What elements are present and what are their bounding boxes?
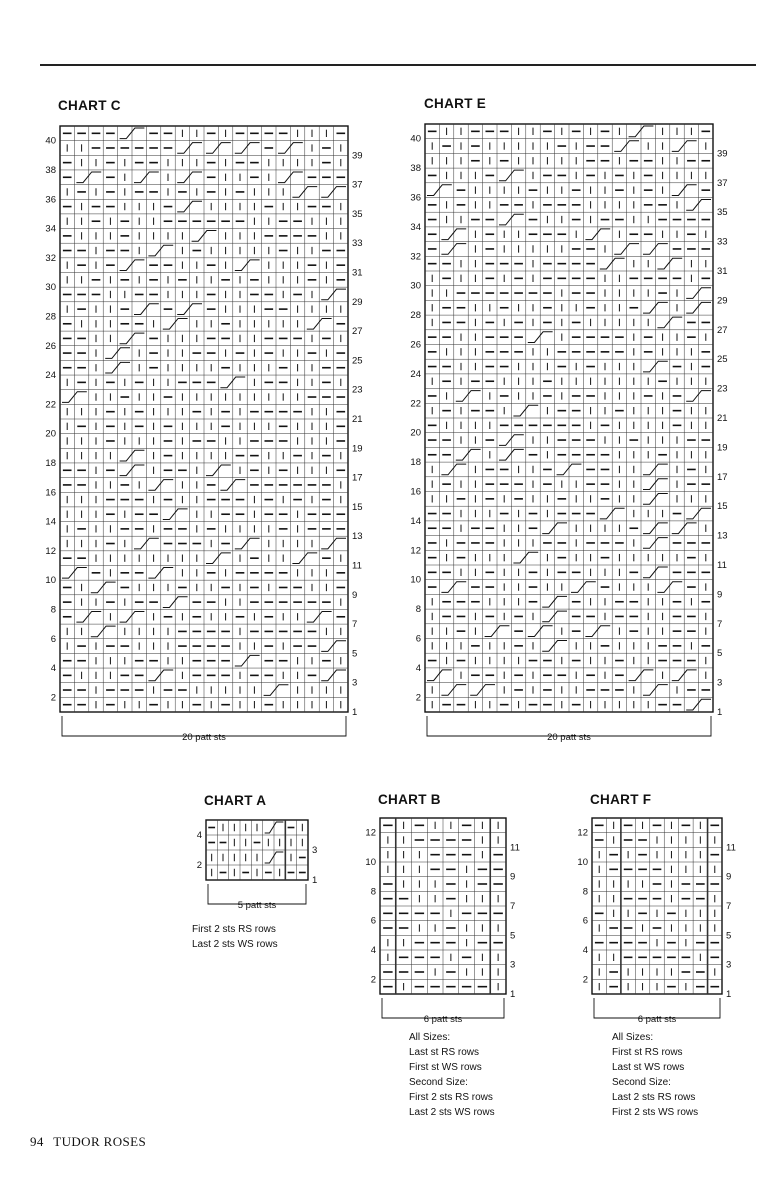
row-number-ws: 6 bbox=[415, 633, 421, 645]
row-number-rs: 1 bbox=[510, 989, 516, 1000]
row-number-ws: 2 bbox=[582, 974, 588, 986]
row-number-rs: 11 bbox=[352, 560, 362, 572]
chart-b-title: CHART B bbox=[378, 792, 441, 807]
chart-b-note: First 2 sts RS rows bbox=[409, 1092, 493, 1103]
chart-f-note: First st RS rows bbox=[612, 1047, 683, 1058]
row-number-rs: 33 bbox=[717, 236, 728, 248]
row-number-ws: 10 bbox=[577, 857, 588, 868]
row-number-rs: 11 bbox=[717, 560, 727, 571]
row-number-ws: 22 bbox=[410, 398, 421, 410]
row-number-rs: 5 bbox=[726, 930, 732, 942]
patt-sts-label: 5 patt sts bbox=[237, 900, 277, 911]
row-number-ws: 8 bbox=[582, 886, 588, 898]
row-number-ws: 4 bbox=[370, 945, 376, 956]
row-number-rs: 29 bbox=[352, 296, 363, 308]
chart-b-note: Second Size: bbox=[409, 1077, 468, 1088]
row-number-rs: 3 bbox=[312, 845, 318, 856]
chart-a-note: First 2 sts RS rows bbox=[192, 924, 276, 935]
row-number-rs: 23 bbox=[717, 383, 728, 395]
row-number-ws: 10 bbox=[45, 575, 56, 587]
row-number-rs: 25 bbox=[717, 354, 728, 366]
row-number-rs: 21 bbox=[717, 413, 728, 424]
row-number-ws: 4 bbox=[415, 662, 421, 674]
row-number-ws: 2 bbox=[196, 860, 202, 871]
row-number-ws: 8 bbox=[415, 604, 421, 616]
row-number-rs: 21 bbox=[352, 414, 363, 425]
row-number-rs: 7 bbox=[726, 901, 732, 912]
chart-f-note: All Sizes: bbox=[612, 1032, 654, 1043]
row-number-ws: 16 bbox=[45, 487, 56, 499]
row-number-ws: 14 bbox=[410, 515, 421, 527]
row-number-rs: 31 bbox=[717, 266, 728, 277]
row-number-ws: 18 bbox=[45, 457, 56, 469]
row-number-ws: 20 bbox=[45, 428, 56, 440]
row-number-rs: 23 bbox=[352, 384, 363, 396]
row-number-rs: 29 bbox=[717, 295, 728, 307]
row-number-ws: 26 bbox=[45, 340, 56, 352]
row-number-rs: 9 bbox=[726, 871, 732, 883]
row-number-ws: 6 bbox=[582, 915, 588, 927]
row-number-ws: 8 bbox=[50, 604, 56, 616]
patt-sts-label: 20 patt sts bbox=[547, 732, 591, 743]
page-number: 94 bbox=[30, 1134, 44, 1149]
chart-b-note: First st WS rows bbox=[409, 1062, 482, 1073]
row-number-rs: 39 bbox=[717, 148, 728, 160]
row-number-ws: 2 bbox=[50, 692, 56, 704]
chart-f-note: First 2 sts WS rows bbox=[612, 1107, 699, 1118]
row-number-rs: 31 bbox=[352, 267, 363, 279]
row-number-rs: 7 bbox=[717, 618, 723, 630]
row-number-rs: 35 bbox=[717, 207, 728, 219]
row-number-ws: 38 bbox=[45, 164, 56, 176]
chart-a-title: CHART A bbox=[204, 793, 267, 808]
row-number-rs: 1 bbox=[352, 707, 358, 718]
row-number-ws: 36 bbox=[45, 194, 56, 206]
row-number-ws: 34 bbox=[45, 223, 56, 235]
section-title: TUDOR ROSES bbox=[53, 1134, 147, 1149]
row-number-rs: 9 bbox=[510, 871, 516, 883]
patt-sts-label: 6 patt sts bbox=[637, 1014, 677, 1025]
row-number-rs: 3 bbox=[510, 959, 516, 971]
row-number-ws: 24 bbox=[45, 370, 56, 382]
row-number-ws: 40 bbox=[45, 135, 56, 147]
chart-b-note: Last 2 sts WS rows bbox=[409, 1107, 495, 1118]
row-number-ws: 30 bbox=[45, 282, 56, 294]
row-number-rs: 5 bbox=[352, 648, 358, 660]
row-number-ws: 38 bbox=[410, 163, 421, 175]
row-number-ws: 32 bbox=[45, 252, 56, 264]
row-number-ws: 12 bbox=[45, 545, 56, 557]
row-number-ws: 4 bbox=[196, 830, 202, 841]
row-number-ws: 16 bbox=[410, 486, 421, 498]
row-number-rs: 19 bbox=[352, 443, 363, 455]
chart-b-note: Last st RS rows bbox=[409, 1047, 480, 1058]
row-number-rs: 17 bbox=[717, 471, 728, 483]
row-number-rs: 17 bbox=[352, 472, 363, 484]
row-number-rs: 1 bbox=[726, 989, 732, 1000]
row-number-rs: 5 bbox=[510, 930, 516, 942]
row-number-rs: 19 bbox=[717, 442, 728, 454]
chart-f-note: Last 2 sts RS rows bbox=[612, 1092, 696, 1103]
row-number-ws: 36 bbox=[410, 192, 421, 204]
row-number-ws: 30 bbox=[410, 280, 421, 292]
row-number-rs: 15 bbox=[717, 501, 728, 513]
row-number-ws: 18 bbox=[410, 457, 421, 469]
patt-sts-label: 20 patt sts bbox=[182, 732, 226, 743]
chart-c-title: CHART C bbox=[58, 98, 121, 113]
row-number-ws: 4 bbox=[582, 945, 588, 956]
row-number-rs: 7 bbox=[510, 901, 516, 912]
row-number-ws: 8 bbox=[370, 886, 376, 898]
chart-f-note: Last st WS rows bbox=[612, 1062, 685, 1073]
row-number-rs: 15 bbox=[352, 501, 363, 513]
row-number-ws: 14 bbox=[45, 516, 56, 528]
row-number-rs: 3 bbox=[726, 959, 732, 971]
row-number-ws: 26 bbox=[410, 339, 421, 351]
row-number-rs: 5 bbox=[717, 648, 723, 660]
row-number-ws: 12 bbox=[410, 545, 421, 557]
row-number-rs: 9 bbox=[352, 589, 358, 601]
patt-sts-label: 6 patt sts bbox=[423, 1014, 463, 1025]
row-number-rs: 35 bbox=[352, 208, 363, 220]
chart-f-title: CHART F bbox=[590, 792, 652, 807]
row-number-rs: 7 bbox=[352, 619, 358, 631]
row-number-rs: 11 bbox=[726, 842, 736, 854]
row-number-rs: 27 bbox=[717, 324, 728, 336]
row-number-ws: 6 bbox=[50, 633, 56, 645]
row-number-ws: 6 bbox=[370, 915, 376, 927]
row-number-ws: 10 bbox=[365, 857, 376, 868]
row-number-ws: 22 bbox=[45, 399, 56, 411]
row-number-rs: 9 bbox=[717, 589, 723, 601]
row-number-rs: 39 bbox=[352, 150, 363, 162]
row-number-ws: 2 bbox=[415, 692, 421, 704]
chart-b-note: All Sizes: bbox=[409, 1032, 451, 1043]
row-number-ws: 28 bbox=[45, 311, 56, 323]
row-number-ws: 12 bbox=[365, 827, 376, 839]
chart-f-note: Second Size: bbox=[612, 1077, 671, 1088]
chart-e-title: CHART E bbox=[424, 96, 487, 111]
row-number-ws: 10 bbox=[410, 574, 421, 586]
page-footer bbox=[30, 1134, 146, 1150]
row-number-ws: 4 bbox=[50, 663, 56, 675]
row-number-ws: 20 bbox=[410, 427, 421, 439]
row-number-rs: 25 bbox=[352, 355, 363, 367]
row-number-rs: 3 bbox=[352, 677, 358, 689]
row-number-ws: 12 bbox=[577, 827, 588, 839]
row-number-ws: 24 bbox=[410, 368, 421, 380]
row-number-ws: 28 bbox=[410, 310, 421, 322]
chart-a-note: Last 2 sts WS rows bbox=[192, 939, 278, 950]
row-number-rs: 13 bbox=[352, 531, 363, 543]
row-number-rs: 1 bbox=[717, 707, 723, 718]
row-number-rs: 37 bbox=[352, 179, 363, 191]
row-number-ws: 32 bbox=[410, 251, 421, 263]
row-number-rs: 37 bbox=[717, 177, 728, 189]
row-number-ws: 2 bbox=[370, 974, 376, 986]
row-number-rs: 3 bbox=[717, 677, 723, 689]
row-number-rs: 27 bbox=[352, 326, 363, 338]
row-number-ws: 40 bbox=[410, 133, 421, 145]
row-number-ws: 34 bbox=[410, 221, 421, 233]
row-number-rs: 11 bbox=[510, 842, 520, 854]
row-number-rs: 13 bbox=[717, 530, 728, 542]
row-number-rs: 33 bbox=[352, 238, 363, 250]
row-number-rs: 1 bbox=[312, 875, 318, 886]
